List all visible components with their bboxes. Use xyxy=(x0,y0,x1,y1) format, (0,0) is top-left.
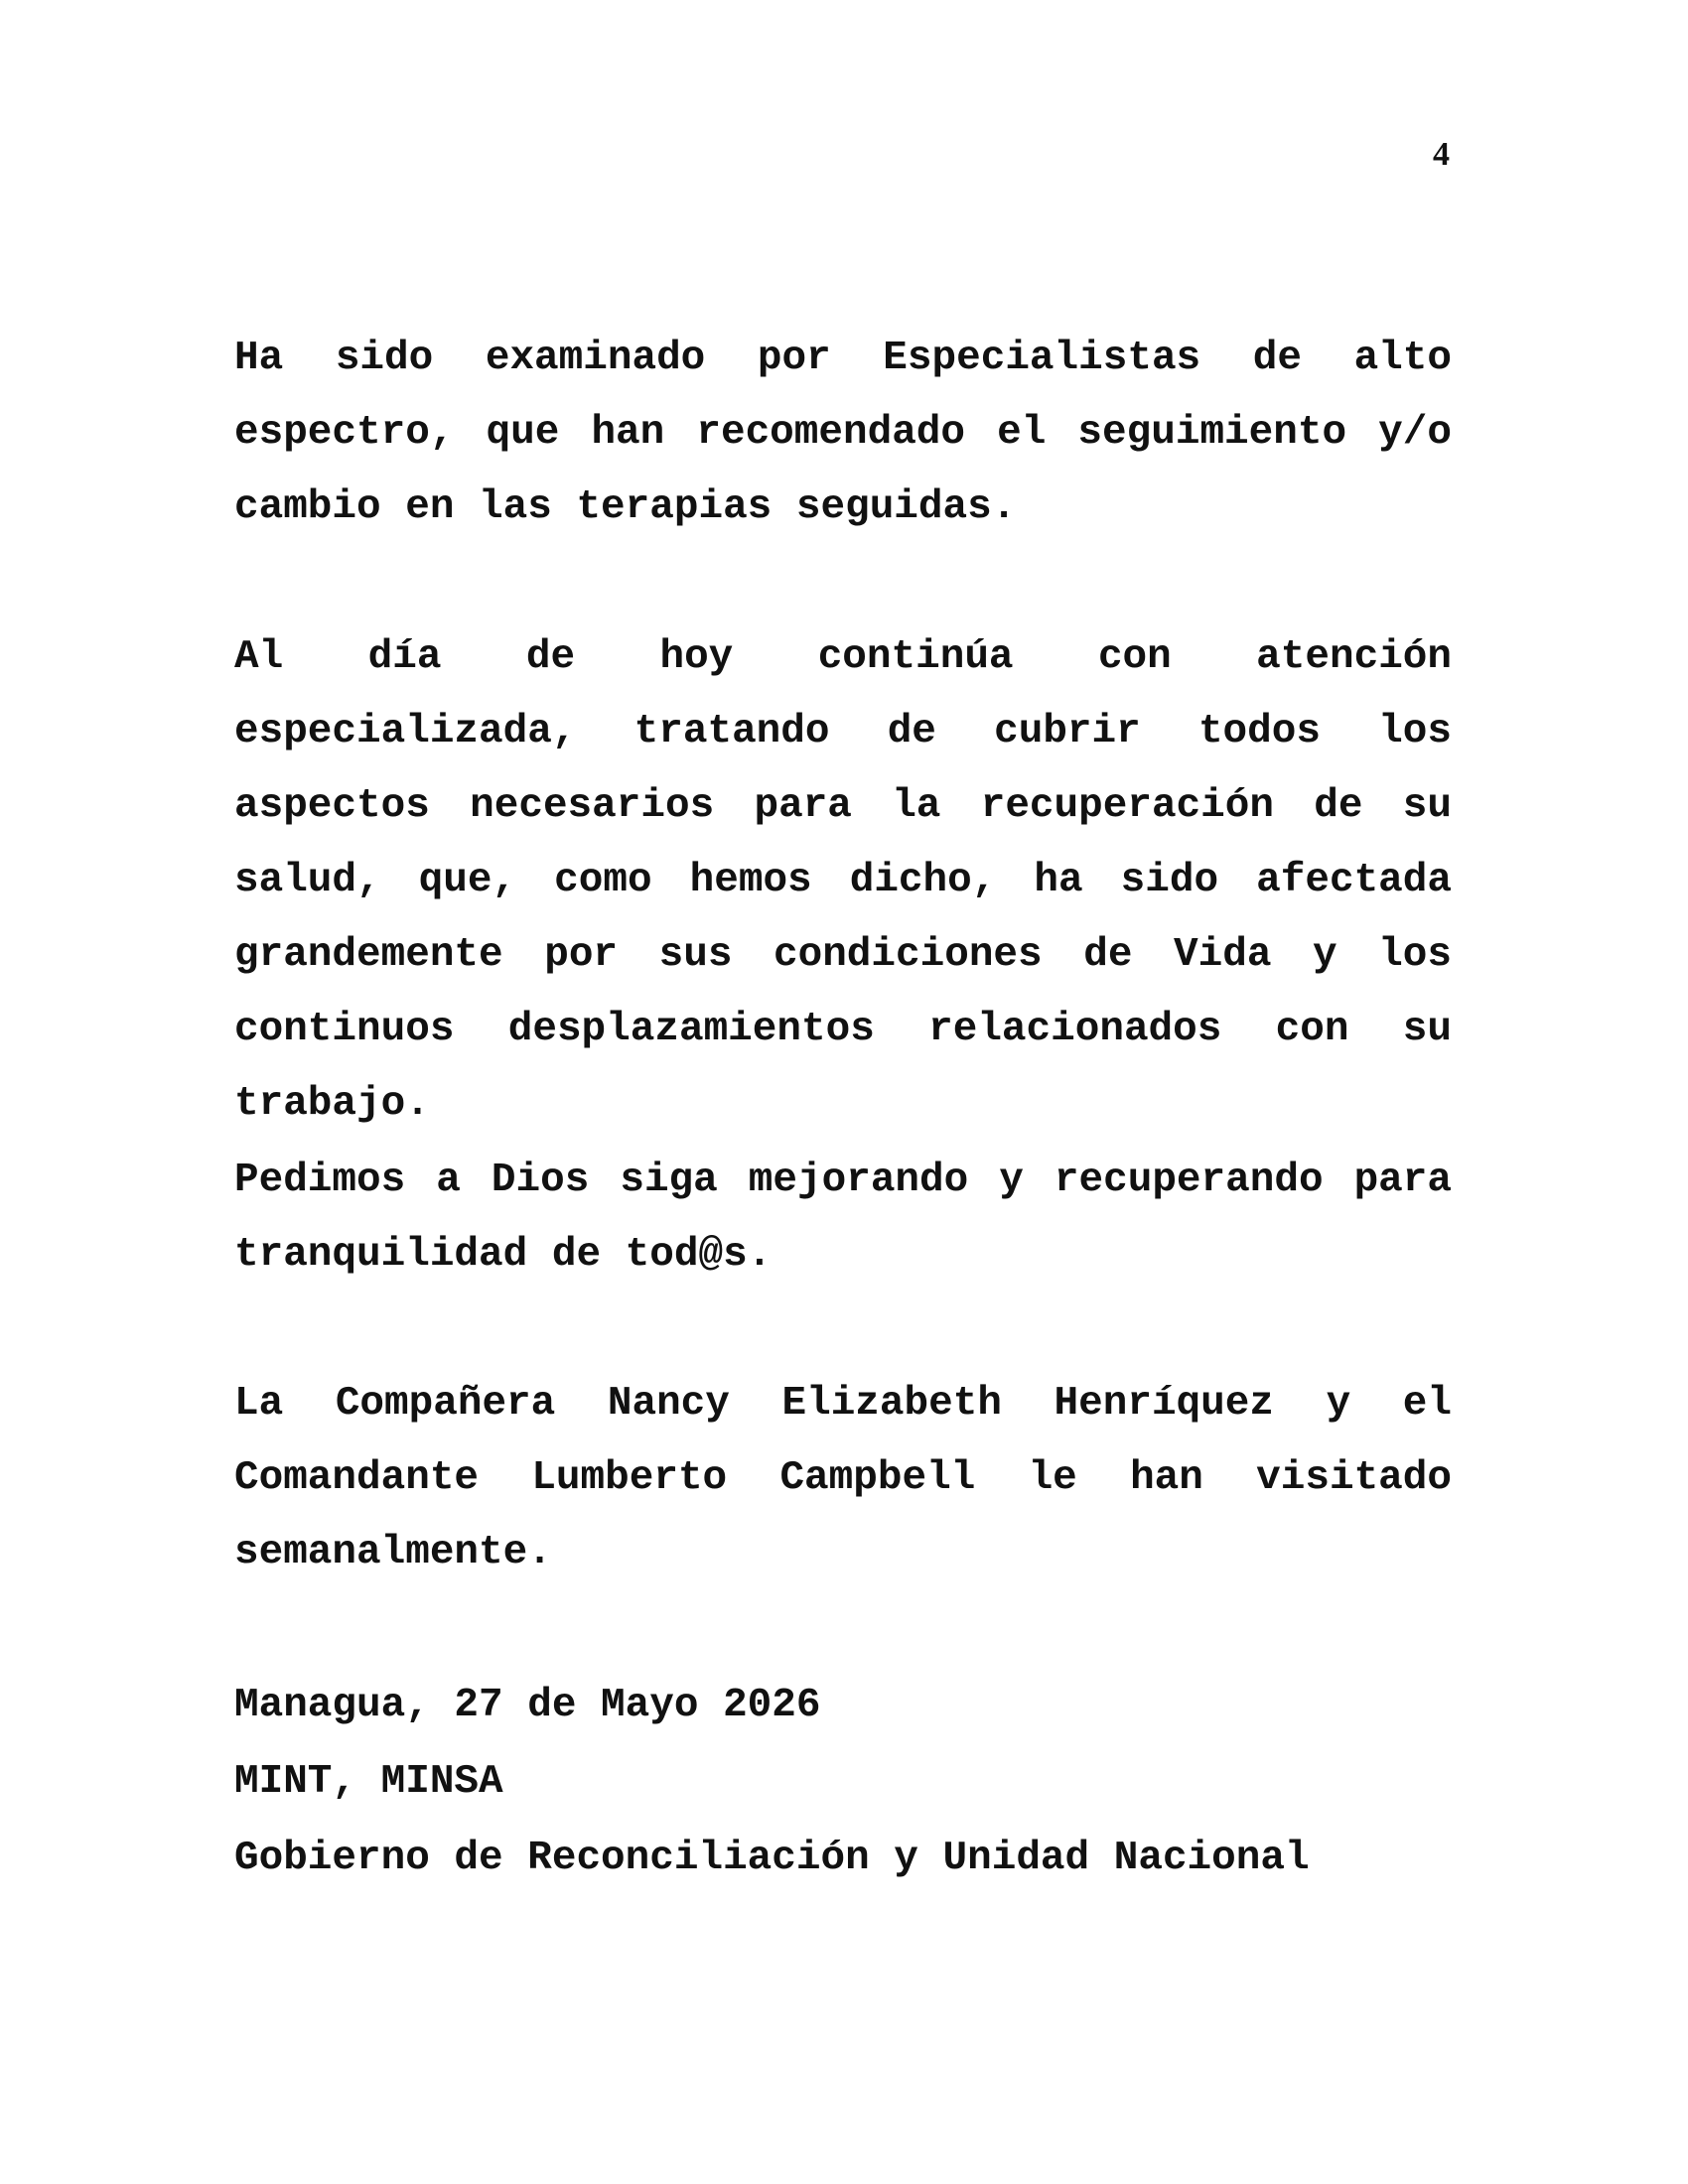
paragraph-text: La Compañera Nancy Elizabeth Henríquez y el Comandante Lumberto Campbell le han visitado semanalmente. xyxy=(234,1381,1452,1575)
signature-block xyxy=(234,1668,1310,1897)
paragraph-text: Pedimos a Dios siga mejorando y recuperando para tranquilidad de tod@s. xyxy=(234,1158,1452,1278)
government-line: Gobierno de Reconciliación y Unidad Nacional xyxy=(234,1836,1310,1881)
place-date-line: Managua, 27 de Mayo 2026 xyxy=(234,1683,821,1728)
paragraph-examination xyxy=(234,322,1452,545)
paragraph-specialized-care xyxy=(234,620,1452,1142)
paragraph-text: Al día de hoy continúa con atención especializada, tratando de cubrir todos los aspectos necesarios para la recuperación de su salud, que, como hemos dicho, ha sido afectada grandemente por sus condiciones de Vida y los continuos desplazamientos relacionados con su trabajo. xyxy=(234,634,1452,1127)
paragraph-prayer xyxy=(234,1144,1452,1293)
paragraph-visits xyxy=(234,1367,1452,1590)
paragraph-text: Ha sido examinado por Especialistas de alto espectro, que han recomendado el seguimiento y/o cambio en las terapias seguidas. xyxy=(234,336,1452,530)
page-number: 4 xyxy=(1433,136,1450,173)
institutions-line: MINT, MINSA xyxy=(234,1759,503,1805)
